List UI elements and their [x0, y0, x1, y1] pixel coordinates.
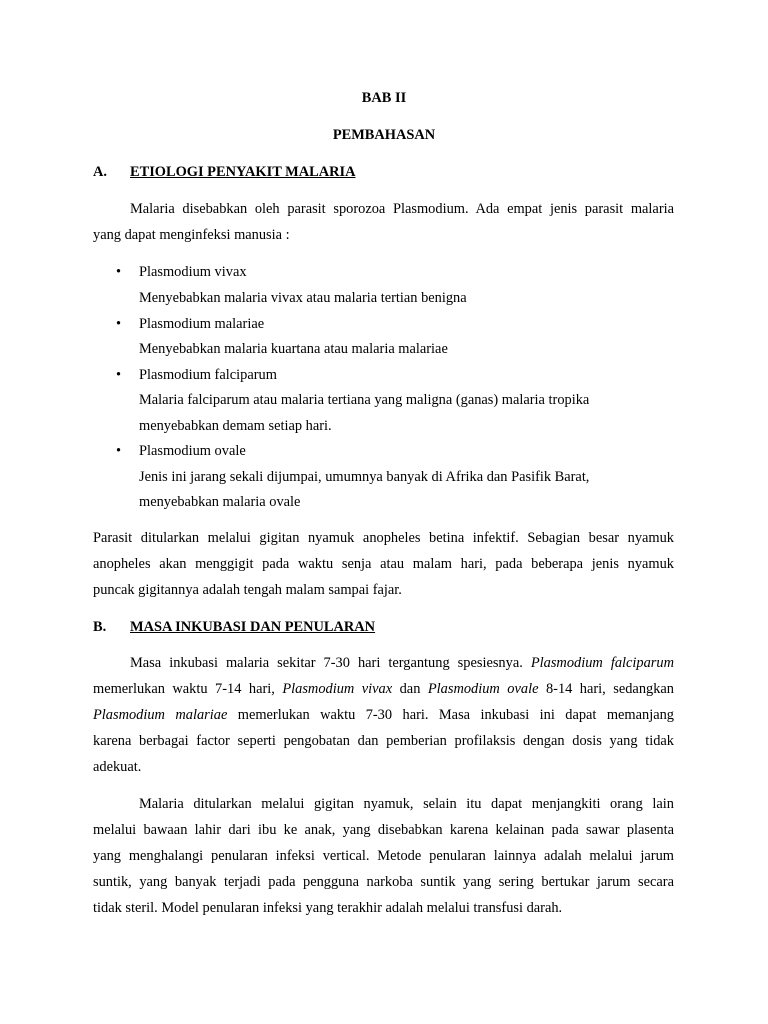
paragraph-line: melalui bawaan lahir dari ibu ke anak, yang disebabkan karena kelainan pada sawar plasenta [93, 822, 674, 838]
section-a-intro-line-2: yang dapat menginfeksi manusia : [93, 227, 290, 243]
page-title: PEMBAHASAN [332, 127, 436, 143]
bullet-icon: • [116, 367, 122, 383]
bullet-title: Plasmodium malariae [139, 316, 265, 332]
bullet-title: Plasmodium ovale [139, 443, 246, 459]
paragraph-line: Parasit ditularkan melalui gigitan nyamuk anopheles betina infektif. Sebagian besar nyamuk [93, 530, 674, 546]
paragraph-line: yang menghalangi penularan infeksi vertical. Metode penularan lainnya adalah melalui jarum [93, 848, 674, 864]
section-a-heading: ETIOLOGI PENYAKIT MALARIA [130, 164, 356, 180]
section-b-heading: MASA INKUBASI DAN PENULARAN [130, 619, 376, 635]
paragraph-line: memerlukan waktu 7-14 hari, Plasmodium vivax dan Plasmodium ovale 8-14 hari, sedangkan [93, 681, 674, 697]
paragraph-line: anopheles akan menggigit pada waktu senja atau malam hari, pada beberapa jenis nyamuk [93, 556, 674, 572]
bullet-title: Plasmodium vivax [139, 264, 247, 280]
bullet-title: Plasmodium falciparum [139, 367, 277, 383]
bullet-desc: Menyebabkan malaria kuartana atau malaria malariae [139, 341, 448, 357]
chapter-label: BAB II [361, 90, 407, 106]
bullet-desc: menyebabkan demam setiap hari. [139, 418, 332, 434]
paragraph-line: Masa inkubasi malaria sekitar 7-30 hari tergantung spesiesnya. Plasmodium falciparum [130, 655, 674, 671]
bullet-icon: • [116, 264, 122, 280]
bullet-icon: • [116, 316, 122, 332]
bullet-icon: • [116, 443, 122, 459]
bullet-desc: Malaria falciparum atau malaria tertiana yang maligna (ganas) malaria tropika [139, 392, 590, 408]
section-b-letter: B. [93, 619, 107, 635]
paragraph-line: karena berbagai factor seperti pengobatan dan pemberian profilaksis dengan dosis yang tidak [93, 733, 674, 749]
bullet-desc: menyebabkan malaria ovale [139, 494, 301, 510]
section-a-intro-line-1: Malaria disebabkan oleh parasit sporozoa Plasmodium. Ada empat jenis parasit malaria [130, 201, 674, 217]
paragraph-line: adekuat. [93, 759, 142, 775]
paragraph-line: Malaria ditularkan melalui gigitan nyamuk, selain itu dapat menjangkiti orang lain [139, 796, 674, 812]
paragraph-line: puncak gigitannya adalah tengah malam sampai fajar. [93, 582, 402, 598]
paragraph-line: tidak steril. Model penularan infeksi yang terakhir adalah melalui transfusi darah. [93, 900, 563, 916]
paragraph-line: suntik, yang banyak terjadi pada pengguna narkoba suntik yang sering bertukar jarum secara [93, 874, 674, 890]
bullet-desc: Menyebabkan malaria vivax atau malaria tertian benigna [139, 290, 467, 306]
section-a-letter: A. [93, 164, 107, 180]
paragraph-line: Plasmodium malariae memerlukan waktu 7-30 hari. Masa inkubasi ini dapat memanjang [93, 707, 674, 723]
bullet-desc: Jenis ini jarang sekali dijumpai, umumnya banyak di Afrika dan Pasifik Barat, [139, 469, 590, 485]
